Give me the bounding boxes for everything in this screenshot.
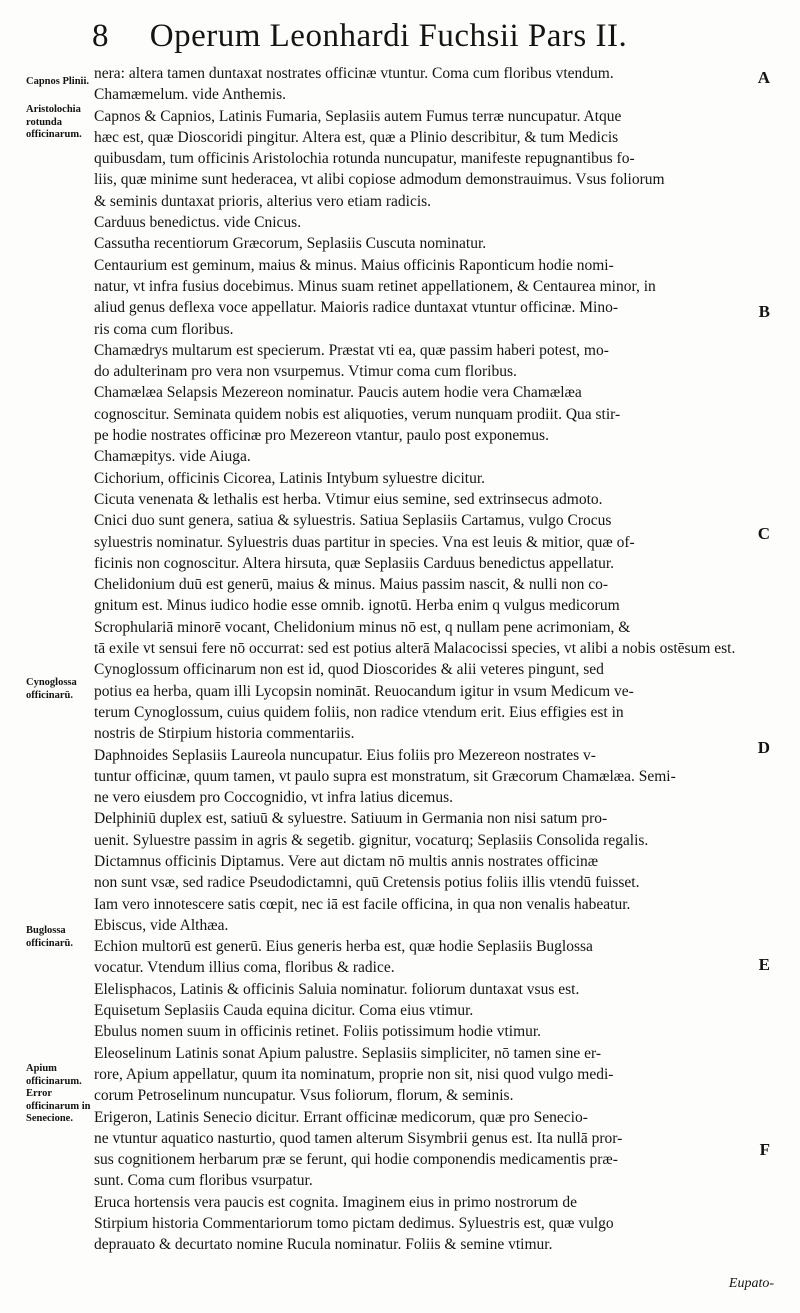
text-line: Cichorium, officinis Cicorea, Latinis Intybum syluestre dicitur. — [94, 469, 486, 487]
section-letter: C — [757, 524, 770, 543]
text-line: Chamædrys multarum est specierum. Præstat vti ea, quæ passim haberi potest, mo- — [94, 341, 609, 359]
page-header — [92, 18, 627, 55]
text-line: Cassutha recentiorum Græcorum, Seplasiis Cuscuta nominatur. — [94, 235, 487, 253]
text-line: Iam vero innotescere satis cœpit, nec iā est facile officina, in qua non venalis habeatur. — [94, 895, 631, 913]
text-line: liis, quæ minime sunt hederacea, vt alibi copiose admodum demonstrauimus. Vsus foliorum — [94, 171, 665, 189]
text-line: gnitum est. Minus iudico hodie esse omnib. ignotū. Herba enim q vulgus medicorum — [94, 597, 620, 615]
text-line: Scrophulariā minorē vocant, Chelidonium minus nō est, q nullam pene acrimoniam, & — [94, 618, 631, 636]
text-line: sus cognitionem herbarum præ se ferunt, qui hodie componendis medicamentis præ- — [94, 1151, 618, 1169]
text-line: do adulterinam pro vera non vsurpemus. Vtimur coma cum floribus. — [94, 363, 517, 381]
text-line: ficinis non cognoscitur. Altera hirsuta, quæ Seplasiis Carduus benedictus appellatur. — [94, 554, 615, 572]
text-line: uenit. Syluestre passim in agris & segetib. gignitur, vocaturq; Seplasiis Consolida regalis. — [94, 831, 649, 849]
text-line: Dictamnus officinis Diptamus. Vere aut dictam nō multis annis nostrates officinæ — [94, 852, 599, 870]
text-line: Capnos & Capnios, Latinis Fumaria, Seplasiis autem Fumus terræ nuncupatur. Atque — [94, 107, 622, 125]
text-line: quibusdam, tum officinis Aristolochia rotunda nuncupatur, manifeste repugnantibus fo- — [94, 150, 635, 168]
text-line: Elelisphacos, Latinis & officinis Saluia nominatur. foliorum duntaxat vsus est. — [94, 980, 580, 998]
section-letter: D — [757, 738, 770, 757]
text-line: ne vero eiusdem pro Coccognidio, vt infra latius dicemus. — [94, 789, 453, 807]
text-line: syluestris nominatur. Syluestris duas partitur in species. Vna est leuis & mitior, quæ of- — [94, 533, 635, 551]
text-line: ris coma cum floribus. — [94, 320, 234, 338]
text-line: Chamæpitys. vide Aiuga. — [94, 448, 251, 466]
text-line: aliud genus deflexa voce appellatur. Maioris radice duntaxat vtuntur officinæ. Mino- — [94, 299, 618, 317]
margin-note: Apium officinarum. Error officinarum in Senecione. — [26, 1063, 91, 1124]
text-line: ne vtuntur aquatico nasturtio, quod tamen alterum Sisymbrii genus est. Ita nullā pror- — [94, 1129, 623, 1147]
text-line: deprauato & decurtato nomine Rucula nominatur. Foliis & semine vtimur. — [94, 1236, 553, 1254]
text-line: nera: altera tamen duntaxat nostrates officinæ vtuntur. Coma cum floribus vtendum. — [94, 65, 614, 82]
section-letter: B — [758, 302, 770, 321]
text-line: Chamæmelum. vide Anthemis. — [94, 86, 287, 104]
body-text — [94, 63, 768, 1256]
catchword: Eupato- — [728, 1276, 774, 1291]
margin-note: Capnos Plinii. — [26, 76, 90, 87]
text-line: potius ea herba, quam illi Lycopsin nomināt. Reuocandum igitur in vsum Medicum ve- — [94, 682, 634, 700]
text-line: rore, Apium appellatur, quum ita nominatum, proprie non sit, nisi quod vulgo medi- — [94, 1065, 614, 1083]
text-line: Chamælæa Selapsis Mezereon nominatur. Paucis autem hodie vera Chamælæa — [94, 384, 582, 402]
text-line: sunt. Coma cum floribus vsurpatur. — [94, 1172, 313, 1190]
text-line: Ebulus nomen suum in officinis retinet. Foliis potissimum hodie vtimur. — [94, 1023, 542, 1041]
text-line: Delphiniū duplex est, satiuū & syluestre. Satiuum in Germania non nisi satum pro- — [94, 810, 608, 828]
text-line: Centaurium est geminum, maius & minus. Maius officinis Raponticum hodie nomi- — [94, 256, 614, 274]
text-line: terum Cynoglossum, cuius quidem foliis, non radice vtendum erit. Eius effigies est in — [94, 703, 624, 721]
text-line: Cnici duo sunt genera, satiua & syluestris. Satiua Seplasiis Cartamus, vulgo Crocus — [94, 512, 612, 530]
text-line: Erigeron, Latinis Senecio dicitur. Errant officinæ medicorum, quæ pro Senecio- — [94, 1108, 588, 1126]
running-title: Operum Leonhardi Fuchsii Pars II. — [149, 18, 628, 54]
text-line: natur, vt infra fusius docebimus. Minus suam retinet appellationem, & Centaurea minor, in — [94, 277, 656, 295]
text-line: cognoscitur. Seminata quidem nobis est aliquoties, verum nunquam prodiit. Qua stir- — [94, 405, 621, 423]
text-line: Equisetum Seplasiis Cauda equina dicitur. Coma eius vtimur. — [94, 1002, 474, 1020]
text-line: Cicuta venenata & lethalis est herba. Vtimur eius semine, sed extrinsecus admoto. — [94, 490, 603, 508]
text-line: Eleoselinum Latinis sonat Apium palustre. Seplasiis simpliciter, nō tamen sine er- — [94, 1044, 602, 1062]
text-line: Echion multorū est generū. Eius generis herba est, quæ hodie Seplasiis Buglossa — [94, 938, 593, 956]
text-line: non sunt vsæ, sed radice Pseudodictamni, quū Cretensis potius foliis illis vtendū fuisset. — [94, 874, 640, 892]
margin-note: Buglossa officinarū. — [26, 925, 73, 949]
text-line: Stirpium historia Commentariorum tomo pictam dedimus. Syluestris est, quæ vulgo — [94, 1215, 614, 1233]
page-number: 8 — [92, 18, 109, 54]
margin-note: Aristolochia rotunda officinarum. — [26, 104, 82, 140]
text-line: & seminis duntaxat prioris, alterius vero etiam radicis. — [94, 192, 432, 210]
text-line: tā exile vt sensui fere nō occurrat: sed est potius alterā Malacocissi species, vt alibi a nobis ostēsum est. — [94, 640, 736, 658]
text-line: Ebiscus, vide Althæa. — [94, 916, 229, 934]
text-line: vocatur. Vtendum illius coma, floribus & radice. — [94, 959, 395, 977]
text-line: Daphnoides Seplasiis Laureola nuncupatur. Eius foliis pro Mezereon nostrates v- — [94, 746, 596, 764]
section-letter: F — [759, 1140, 770, 1159]
text-line: pe hodie nostrates officinæ pro Mezereon vtantur, paulo post exponemus. — [94, 427, 549, 445]
section-letter: A — [757, 68, 770, 87]
text-line: corum Petroselinum nuncupatur. Vsus foliorum, florum, & seminis. — [94, 1087, 514, 1105]
text-line: nostris de Stirpium historia commentariis. — [94, 725, 355, 743]
section-letter: E — [758, 955, 770, 974]
margin-note: Cynoglossa officinarū. — [26, 677, 77, 701]
text-line: hæc est, quæ Dioscoridi pingitur. Altera est, quæ a Plinio describitur, & tum Medicis — [94, 128, 619, 146]
text-line: tuntur officinæ, quum tamen, vt paulo supra est monstratum, sit Græcorum Chamælæa. Semi- — [94, 767, 676, 785]
text-line: Chelidonium duū est generū, maius & minus. Maius passim nascit, & nulli non co- — [94, 576, 609, 594]
text-line: Eruca hortensis vera paucis est cognita. Imaginem eius in primo nostrorum de — [94, 1193, 577, 1211]
text-line: Cynoglossum officinarum non est id, quod Dioscorides & alii veteres pingunt, sed — [94, 661, 604, 679]
text-line: Carduus benedictus. vide Cnicus. — [94, 214, 302, 232]
